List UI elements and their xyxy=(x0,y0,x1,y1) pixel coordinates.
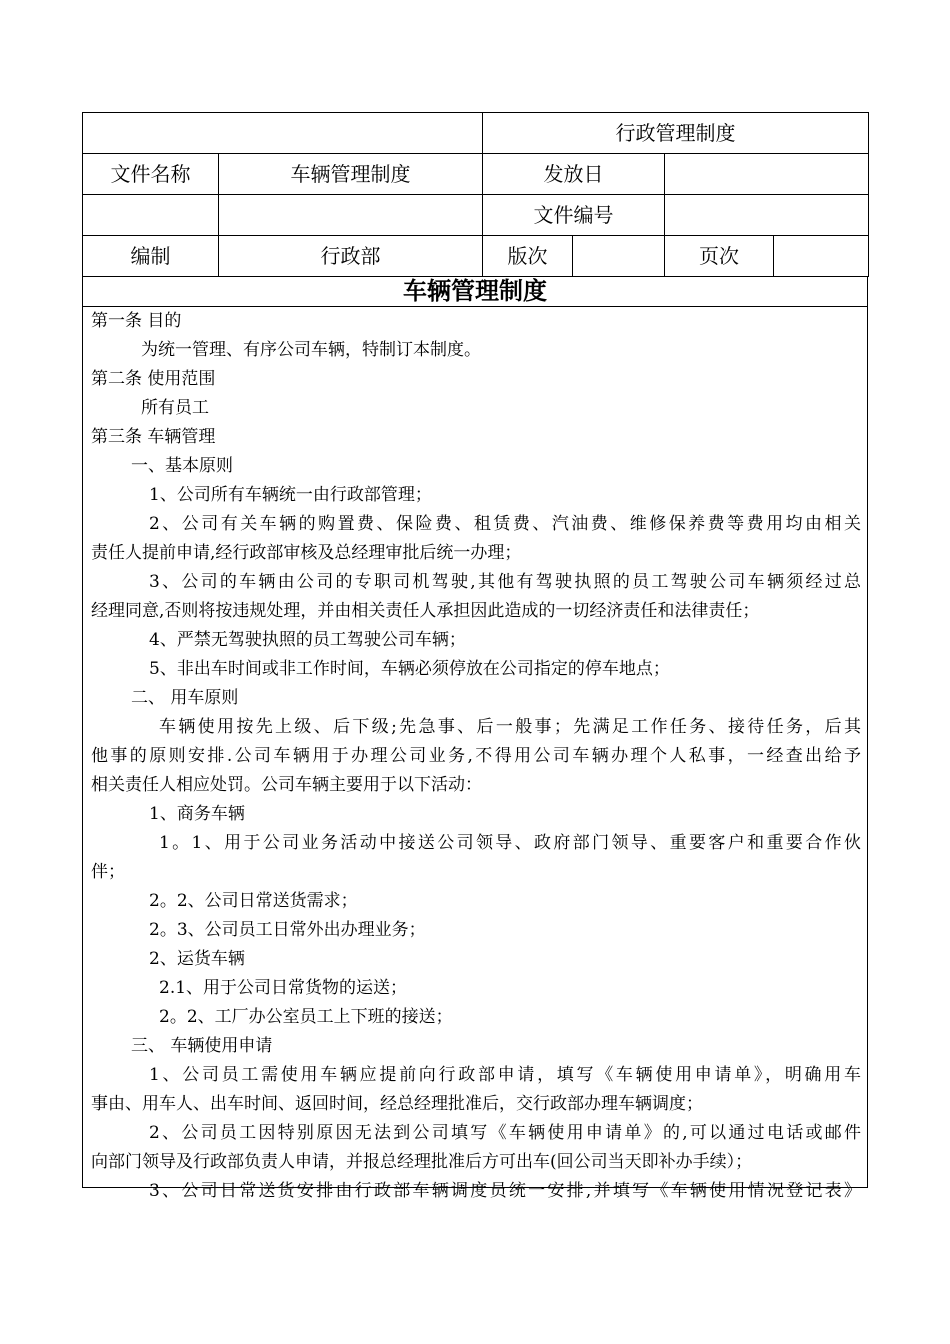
issue-date-label: 发放日 xyxy=(483,154,665,195)
list-item-continuation: 伴； xyxy=(91,862,125,882)
prepared-by-value: 行政部 xyxy=(219,236,483,277)
list-item: 4、严禁无驾驶执照的员工驾驶公司车辆； xyxy=(149,630,466,650)
section-heading: 一、基本原则 xyxy=(131,456,233,476)
page-value xyxy=(774,236,869,277)
list-item: 1、商务车辆 xyxy=(149,804,245,824)
list-item: 2、公司有关车辆的购置费、保险费、租赁费、汽油费、维修保养费等费用均由相关 xyxy=(149,514,861,534)
paragraph-line: 相关责任人相应处罚。公司车辆主要用于以下活动： xyxy=(91,775,482,795)
issue-date-value xyxy=(665,154,869,195)
article-heading: 第二条 使用范围 xyxy=(91,369,216,389)
header-row-prepared xyxy=(83,236,869,277)
header-blank-cell xyxy=(83,113,483,154)
header-empty-cell-1 xyxy=(83,195,219,236)
list-item: 2、运货车辆 xyxy=(149,949,245,969)
file-number-label: 文件编号 xyxy=(483,195,665,236)
category-cell: 行政管理制度 xyxy=(483,113,869,154)
header-row-file-number xyxy=(83,195,869,236)
list-item: 5、非出车时间或非工作时间，车辆必须停放在公司指定的停车地点； xyxy=(149,659,670,679)
list-item: 2。2、工厂办公室员工上下班的接送； xyxy=(159,1007,453,1027)
section-heading: 二、 用车原则 xyxy=(131,688,239,708)
list-item: 1。1、用于公司业务活动中接送公司领导、政府部门领导、重要客户和重要合作伙 xyxy=(159,833,861,853)
version-label: 版次 xyxy=(483,236,573,277)
header-row-category xyxy=(83,113,869,154)
header-row-file-name xyxy=(83,154,869,195)
paragraph-line: 他事的原则安排.公司车辆用于办理公司业务,不得用公司车辆办理个人私事，一经查出给予 xyxy=(91,746,861,766)
list-item: 3、公司的车辆由公司的专职司机驾驶,其他有驾驶执照的员工驾驶公司车辆须经过总 xyxy=(149,572,861,592)
list-item: 2。2、公司日常送货需求； xyxy=(149,891,358,911)
file-name-value: 车辆管理制度 xyxy=(219,154,483,195)
prepared-by-label: 编制 xyxy=(83,236,219,277)
list-item: 3、公司日常送货安排由行政部车辆调度员统一安排,并填写《车辆使用情况登记表》 xyxy=(149,1181,861,1201)
header-empty-cell-2 xyxy=(219,195,483,236)
file-name-label: 文件名称 xyxy=(83,154,219,195)
document-title: 车辆管理制度 xyxy=(82,277,868,307)
list-item-continuation: 事由、用车人、出车时间、返回时间，经总经理批准后，交行政部办理车辆调度； xyxy=(91,1094,703,1114)
list-item: 2.1、用于公司日常货物的运送； xyxy=(159,978,408,998)
list-item-continuation: 向部门领导及行政部负责人申请，并报总经理批准后方可出车(回公司当天即补办手续）； xyxy=(91,1152,753,1172)
version-value xyxy=(573,236,665,277)
list-item: 2。3、公司员工日常外出办理业务； xyxy=(149,920,426,940)
file-number-value xyxy=(665,195,869,236)
header-table xyxy=(82,112,869,277)
page-label: 页次 xyxy=(665,236,774,277)
paragraph-line: 为统一管理、有序公司车辆，特制订本制度。 xyxy=(141,340,481,360)
article-heading: 第一条 目的 xyxy=(91,311,182,331)
list-item-continuation: 经理同意,否则将按违规处理，并由相关责任人承担因此造成的一切经济责任和法律责任； xyxy=(91,601,760,621)
section-heading: 三、 车辆使用申请 xyxy=(131,1036,273,1056)
document xyxy=(82,112,868,1201)
article-heading: 第三条 车辆管理 xyxy=(91,427,216,447)
list-item: 1、公司所有车辆统一由行政部管理； xyxy=(149,485,432,505)
paragraph-line: 车辆使用按先上级、后下级;先急事、后一般事；先满足工作任务、接待任务，后其 xyxy=(159,717,861,737)
list-item: 2、公司员工因特别原因无法到公司填写《车辆使用申请单》的,可以通过电话或邮件 xyxy=(149,1123,861,1143)
list-item-continuation: 责任人提前申请,经行政部审核及总经理审批后统一办理； xyxy=(91,543,522,563)
list-item: 1、公司员工需使用车辆应提前向行政部申请，填写《车辆使用申请单》，明确用车 xyxy=(149,1065,861,1085)
document-body xyxy=(82,307,868,1201)
paragraph-line: 所有员工 xyxy=(141,398,209,418)
